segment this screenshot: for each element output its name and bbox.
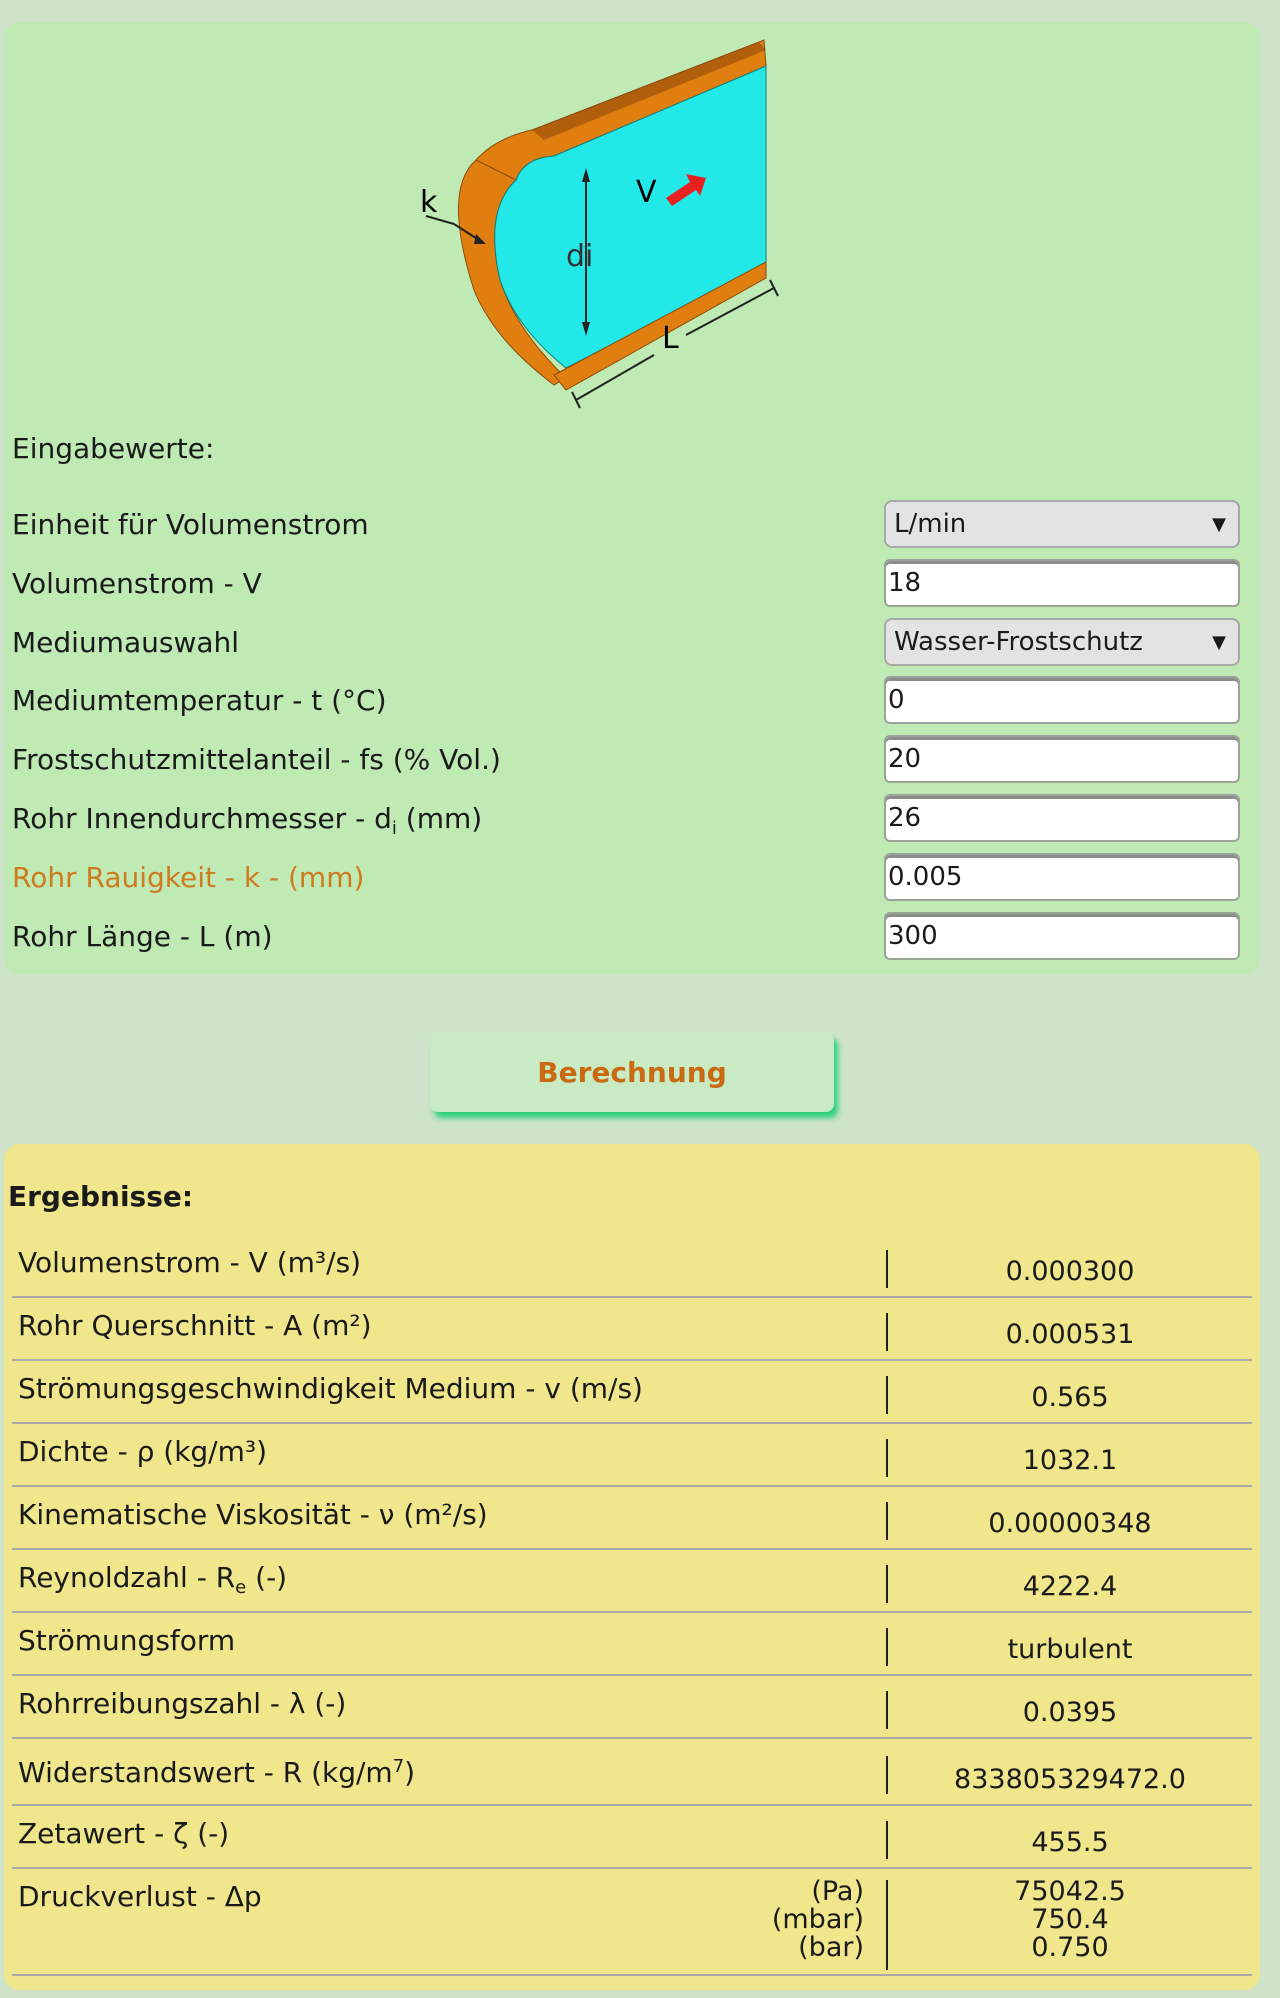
- diameter-input[interactable]: 26: [884, 794, 1240, 842]
- result-row: [12, 1429, 1252, 1487]
- label-antifreeze: Frostschutzmittelanteil - fs (% Vol.): [12, 743, 501, 776]
- result-row: [12, 1744, 1252, 1806]
- row-antifreeze: [12, 735, 1252, 785]
- result-label: Zetawert - ζ (-): [18, 1817, 230, 1850]
- result-label: Volumenstrom - V (m³/s): [18, 1246, 362, 1279]
- label-medium: Mediumauswahl: [12, 626, 240, 659]
- chevron-down-icon: ▼: [1212, 632, 1226, 653]
- result-row: [12, 1811, 1252, 1869]
- row-diameter: [12, 794, 1252, 844]
- result-label: Widerstandswert - R $(kg/m^7)$: [18, 1756, 416, 1789]
- row-flow: [12, 559, 1252, 609]
- label-v: V: [636, 175, 657, 210]
- temperature-input[interactable]: 0: [884, 676, 1240, 724]
- label-k: k: [420, 185, 438, 220]
- results-title: Ergebnisse:: [8, 1180, 194, 1213]
- unit-bar: (bar): [798, 1932, 864, 1963]
- row-unit: [12, 500, 1252, 550]
- row-temperature: [12, 676, 1252, 726]
- roughness-input[interactable]: 0.005: [884, 853, 1240, 901]
- label-roughness: Rohr Rauigkeit - k - (mm): [12, 861, 365, 894]
- result-value: 4222.4: [1022, 1571, 1118, 1602]
- label-l: L: [662, 321, 679, 356]
- results-panel: [4, 1144, 1260, 1990]
- pressure-loss-label: Druckverlust - Δp: [18, 1880, 262, 1913]
- result-row: [12, 1681, 1252, 1739]
- calculate-button[interactable]: Berechnung: [430, 1032, 834, 1112]
- unit-select-value: L/min: [894, 509, 967, 539]
- result-label: Strömungsgeschwindigkeit Medium - v (m/s): [18, 1372, 643, 1405]
- result-value: 0.000300: [1005, 1256, 1135, 1287]
- result-row: [12, 1240, 1252, 1298]
- result-value: turbulent: [1007, 1634, 1133, 1665]
- pressure-values: [888, 1878, 1252, 1962]
- result-label: Reynoldzahl - $R_e$ (-): [18, 1561, 288, 1598]
- chevron-down-icon: ▼: [1212, 514, 1226, 535]
- pipe-diagram: [404, 30, 804, 430]
- result-value: 0.000531: [1005, 1319, 1135, 1350]
- input-section-title: Eingabewerte:: [12, 432, 215, 465]
- label-temperature: Mediumtemperatur - t (°C): [12, 684, 387, 717]
- result-label: Rohr Querschnitt - A (m²): [18, 1309, 372, 1342]
- value-bar: 0.750: [1031, 1932, 1109, 1963]
- flow-input[interactable]: 18: [884, 559, 1240, 607]
- unit-mbar: (mbar): [771, 1904, 864, 1935]
- value-mbar: 750.4: [1031, 1904, 1109, 1935]
- result-row: [12, 1366, 1252, 1424]
- row-roughness: [12, 853, 1252, 903]
- result-row: [12, 1618, 1252, 1676]
- unit-select[interactable]: [884, 500, 1240, 548]
- result-value: 455.5: [1031, 1827, 1109, 1858]
- result-row: [12, 1555, 1252, 1613]
- result-label: Strömungsform: [18, 1624, 236, 1657]
- result-row: [12, 1492, 1252, 1550]
- row-length: [12, 912, 1252, 962]
- result-value: 833805329472.0: [954, 1764, 1186, 1795]
- medium-select[interactable]: [884, 618, 1240, 666]
- result-row: [12, 1303, 1252, 1361]
- label-length: Rohr Länge - L (m): [12, 920, 273, 953]
- result-label: Kinematische Viskosität - ν (m²/s): [18, 1498, 488, 1531]
- length-input[interactable]: 300: [884, 912, 1240, 960]
- label-di: di: [566, 239, 594, 274]
- result-label: Rohrreibungszahl - λ (-): [18, 1687, 347, 1720]
- medium-select-value: Wasser-Frostschutz: [894, 627, 1143, 657]
- result-label: Dichte - ρ (kg/m³): [18, 1435, 268, 1468]
- result-value: 1032.1: [1022, 1445, 1118, 1476]
- pressure-loss-row: [12, 1874, 1252, 1976]
- value-pa: 75042.5: [1014, 1876, 1126, 1907]
- result-value: 0.0395: [1022, 1697, 1118, 1728]
- unit-pa: (Pa): [811, 1876, 864, 1907]
- result-value: 0.565: [1031, 1382, 1109, 1413]
- row-medium: [12, 618, 1252, 668]
- pressure-units: [772, 1878, 864, 1962]
- label-diameter: Rohr Innendurchmesser - $d_i$ (mm): [12, 802, 483, 839]
- label-flow: Volumenstrom - V: [12, 567, 262, 600]
- antifreeze-input[interactable]: 20: [884, 735, 1240, 783]
- label-unit: Einheit für Volumenstrom: [12, 508, 369, 541]
- result-value: 0.00000348: [988, 1508, 1152, 1539]
- input-panel: [4, 22, 1260, 974]
